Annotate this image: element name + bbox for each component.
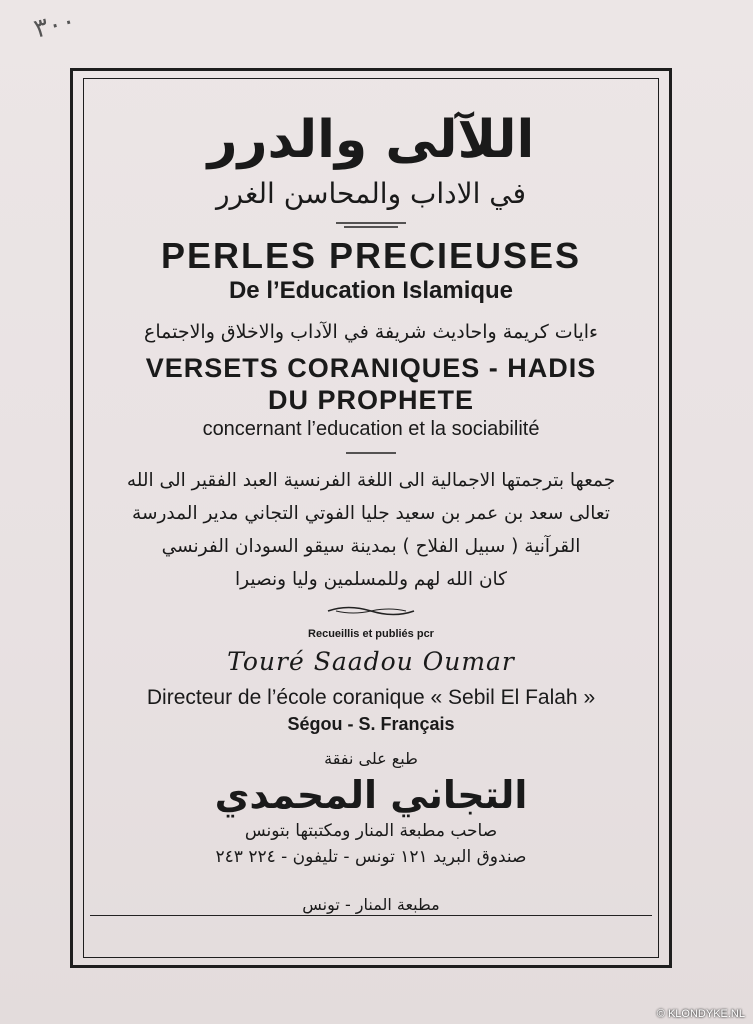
director-line: Directeur de l’école coranique « Sebil El Falah » bbox=[146, 686, 596, 709]
place-line: Ségou - S. Français bbox=[287, 714, 455, 734]
french-verses-description: concernant l’education et la sociabilité bbox=[202, 418, 540, 440]
arabic-translator-paragraph bbox=[90, 464, 652, 596]
collected-by-label: Recueillis et publiés pcr bbox=[308, 628, 434, 640]
french-title: PERLES PRECIEUSES bbox=[160, 235, 582, 276]
arabic-subtitle: في الاداب والمحاسن الغرر bbox=[216, 177, 526, 210]
arabic-paragraph-line: جمعها بترجمتها الاجمالية الى اللغة الفرنسية العبد الفقير الى الله bbox=[126, 470, 616, 491]
arabic-title: اللآلى والدرر bbox=[207, 110, 535, 170]
publisher-address: صندوق البريد ١٢١ تونس - تليفون - ٢٢٤ ٢٤٣ bbox=[215, 847, 527, 867]
arabic-paragraph-line: تعالى سعد بن عمر بن سعيد جليا الفوتي التجاني مدير المدرسة bbox=[132, 503, 610, 524]
divider-ornament bbox=[336, 220, 406, 230]
author-name: Touré Saadou Oumar bbox=[227, 647, 515, 676]
cover-content bbox=[90, 82, 652, 918]
printed-at-expense: طبع على نفقة bbox=[324, 749, 418, 768]
arabic-paragraph-line: كان الله لهم وللمسلمين وليا ونصيرا bbox=[235, 569, 507, 590]
pencil-price-note: ٣٠٠ bbox=[30, 5, 79, 45]
watermark: © KLONDYKE.NL bbox=[656, 1008, 745, 1020]
publisher-name: التجاني المحمدي bbox=[214, 773, 528, 817]
french-verses-heading-2: DU PROPHETE bbox=[267, 385, 475, 415]
arabic-paragraph-line: القرآنية ( سبيل الفلاح ) بمدينة سيقو السودان الفرنسي bbox=[161, 536, 581, 557]
publisher-description: صاحب مطبعة المنار ومكتبتها بتونس bbox=[244, 821, 498, 841]
printer-line: مطبعة المنار - تونس bbox=[302, 895, 440, 914]
bottom-rule bbox=[90, 915, 652, 916]
divider-flourish bbox=[326, 604, 416, 618]
french-subtitle: De l’Education Islamique bbox=[228, 277, 514, 304]
arabic-verses-line: ءايات كريمة واحاديث شريفة في الآداب والاخلاق والاجتماع bbox=[144, 321, 598, 343]
french-verses-heading: VERSETS CORANIQUES - HADIS bbox=[145, 353, 597, 383]
divider-short bbox=[346, 450, 396, 458]
